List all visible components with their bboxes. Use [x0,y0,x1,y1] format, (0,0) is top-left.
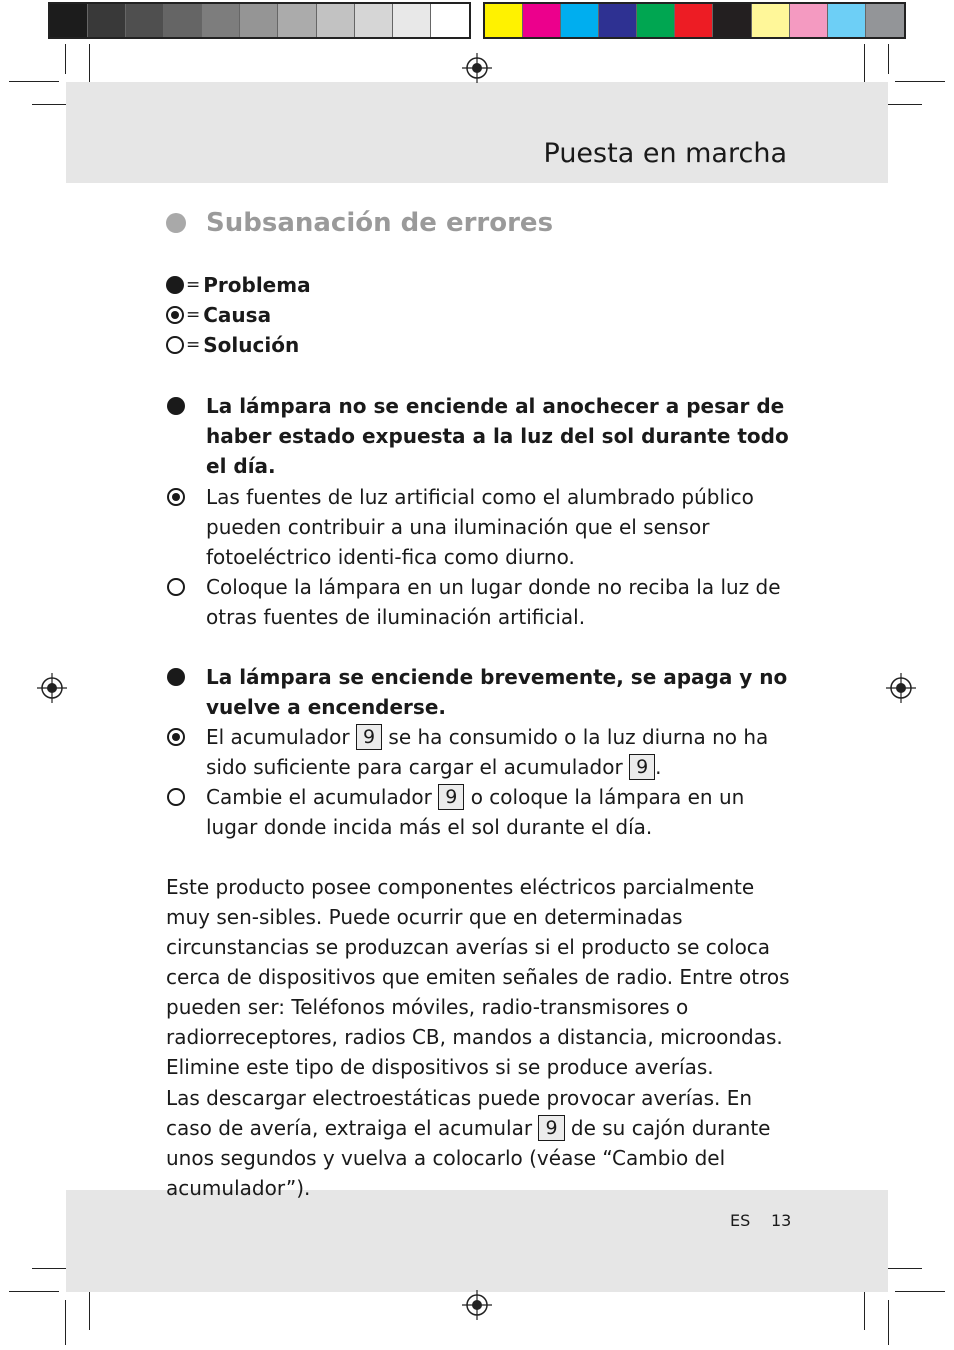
part-reference: 9 [629,754,655,780]
problem-text: La lámpara no se enciende al anochecer a pesar de haber estado expuesta a la luz del sol durante todo el día. [206,394,789,478]
registration-mark-icon [462,1290,492,1320]
color-swatch [828,4,866,37]
color-swatch [485,4,523,37]
color-swatch [240,4,278,37]
symbol-legend [166,270,311,360]
process-color-bar [483,2,906,39]
legend-row-solution [166,330,311,360]
crop-mark [888,44,889,74]
solution-text: Coloque la lámpara en un lugar donde no reciba la luz de otras fuentes de iluminación artificial. [206,575,781,629]
color-swatch [431,4,469,37]
legend-row-problem [166,270,311,300]
legend-solution-label: Solución [203,333,300,357]
solution-icon [167,578,185,596]
bullet-icon [166,213,186,233]
cause-icon [166,306,184,324]
part-reference: 9 [356,724,382,750]
color-swatch [50,4,88,37]
problem-item [166,391,796,481]
color-swatch [126,4,164,37]
solution-item [166,782,796,842]
part-reference: 9 [438,784,464,810]
color-swatch [866,4,904,37]
crop-mark [65,44,66,74]
crop-mark [9,81,59,82]
problem-text: La lámpara se enciende brevemente, se apaga y no vuelve a encenderse. [206,665,788,719]
color-swatch [599,4,637,37]
text-run: o coloque la lámpara en un lugar donde incida más el sol durante el día. [206,785,745,839]
color-swatch [393,4,431,37]
crop-mark [882,1268,922,1269]
text-run: Cambie el acumulador [206,785,432,809]
part-reference: 9 [538,1115,564,1141]
solution-icon [167,788,185,806]
solution-item [166,572,796,632]
cause-icon [167,728,185,746]
registration-mark-icon [462,53,492,83]
text-run: se ha consumido o la luz diurna no ha sido suficiente para cargar el acumulador [206,725,769,779]
color-swatch [637,4,675,37]
text-run: El acumulador [206,725,350,749]
crop-mark [888,1300,889,1345]
color-swatch [675,4,713,37]
crop-mark [882,104,922,105]
equals-sign: = [186,305,201,325]
color-swatch [790,4,828,37]
text-run: de su cajón durante unos segundos y vuelva a colocarlo (véase “Cambio del acumulador”). [166,1116,771,1200]
color-swatch [202,4,240,37]
crop-mark [895,81,945,82]
section-title: Subsanación de errores [206,208,554,238]
text-run: Las descargar electroestáticas puede provocar averías. En caso de avería, extraiga el acumular [166,1086,753,1140]
crop-mark [895,1291,945,1292]
crop-mark [9,1291,59,1292]
problem-icon [166,276,184,294]
text-run: . [655,755,662,779]
section-heading [166,205,553,241]
solution-icon [166,336,184,354]
color-swatch [523,4,561,37]
legend-cause-label: Causa [203,303,272,327]
cause-item [166,722,796,782]
crop-mark [65,1300,66,1345]
equals-sign: = [186,275,201,295]
solution-text [206,782,796,842]
cause-item [166,482,796,572]
paragraph-emi: Este producto posee componentes eléctricos parcialmente muy sen-sibles. Puede ocurrir que en determinadas circunstancias se produzcan averías si el producto se coloca cerca de dispositivos que emiten señales de radio. Entre otros pueden ser: Teléfonos móviles, radio-transmisores o radiorreceptores, radios CB, mandos a distancia, microondas. Elimine este tipo de dispositivos si se produce averías. [166,875,790,1079]
cause-text [206,722,796,782]
paragraph-esd [166,1083,790,1203]
page-title: Puesta en marcha [543,138,787,169]
color-swatch [713,4,751,37]
problem-item [166,662,796,722]
color-swatch [355,4,393,37]
footer-band [66,1190,888,1292]
color-swatch [317,4,355,37]
problem-icon [167,397,185,415]
cause-text: Las fuentes de luz artificial como el alumbrado público pueden contribuir a una iluminación que el sensor fotoeléctrico identi-fica como diurno. [206,485,754,569]
color-swatch [88,4,126,37]
page-number: 13 [771,1211,792,1230]
color-swatch [561,4,599,37]
grayscale-color-bar [48,2,471,39]
legend-row-cause [166,300,311,330]
color-swatch [278,4,316,37]
equals-sign: = [186,335,201,355]
color-swatch [752,4,790,37]
problem-icon [167,668,185,686]
legend-problem-label: Problema [203,273,311,297]
footer-language: ES [730,1211,751,1230]
registration-mark-icon [886,673,916,703]
registration-mark-icon [37,673,67,703]
color-swatch [164,4,202,37]
cause-icon [167,488,185,506]
